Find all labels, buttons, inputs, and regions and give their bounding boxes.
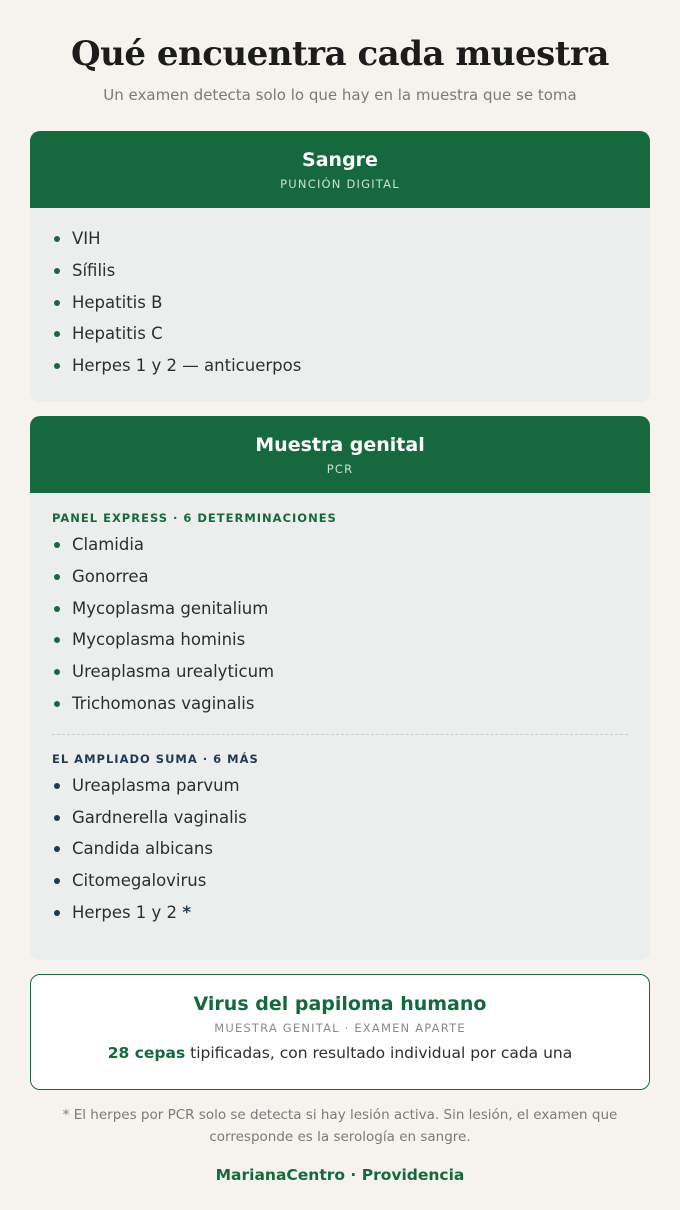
bullet-dot-icon [54,637,60,643]
bullet-dot-icon [54,669,60,675]
bullet-dot-icon [54,815,60,821]
list-item-label: Herpes 1 y 2 — anticuerpos [72,356,302,376]
bullet-dot-icon [54,783,60,789]
list-item-label: Trichomonas vaginalis [72,693,255,713]
list-item [52,593,650,625]
hpv-card [30,974,650,1090]
list-item [52,802,650,834]
list-item [52,255,650,287]
blood-card-subtitle: PUNCIÓN DIGITAL [280,177,400,191]
bullet-dot-icon [54,236,60,242]
list-item [52,529,650,561]
list-item-label: Hepatitis C [72,324,163,344]
list-item-label: Sífilis [72,260,116,280]
hpv-card-title: Virus del papiloma humano [193,993,487,1015]
page-title: Qué encuentra cada muestra [71,34,609,74]
bullet-dot-icon [54,300,60,306]
footnote-marker: * [182,902,191,922]
genital-card [30,416,650,960]
genital-card-header [30,416,650,493]
list-item [52,833,650,865]
express-panel-label: PANEL EXPRESS · 6 DETERMINACIONES [52,511,337,525]
list-item-label: Herpes 1 y 2 [72,902,178,922]
list-item-label: VIH [72,229,101,248]
bullet-dot-icon [54,878,60,884]
list-item [52,770,650,802]
list-item-label: Ureaplasma parvum [72,775,240,795]
list-item [52,624,650,656]
list-item [52,318,650,350]
list-item [52,897,650,929]
list-item [52,865,650,897]
list-item-label: Ureaplasma urealyticum [72,662,275,682]
bullet-dot-icon [54,268,60,274]
extended-test-list [30,770,650,929]
list-item [52,656,650,688]
bullet-dot-icon [54,606,60,612]
blood-card-title: Sangre [302,149,378,171]
bullet-dot-icon [54,701,60,707]
bullet-dot-icon [54,574,60,580]
blood-test-list [30,223,650,382]
list-item-label: Gonorrea [72,566,149,586]
blood-card [30,131,650,402]
blood-card-header [30,131,650,208]
list-item-label: Citomegalovirus [72,871,207,891]
list-item-label: Gardnerella vaginalis [72,807,247,827]
hpv-strain-count: 28 cepas [107,1044,186,1062]
list-item-label: Mycoplasma hominis [72,630,246,650]
genital-card-title: Muestra genital [255,434,425,456]
page-subtitle: Un examen detecta solo lo que hay en la muestra que se toma [103,86,577,104]
hpv-description-text: tipificadas, con resultado individual por cada una [185,1044,573,1062]
list-item [52,287,650,319]
list-item-label: Clamidia [72,535,145,554]
list-item-label: Candida albicans [72,839,213,859]
express-test-list [30,529,650,720]
extended-panel-label: EL AMPLIADO SUMA · 6 MÁS [52,751,259,766]
list-item [52,688,650,720]
bullet-dot-icon [54,331,60,337]
section-divider [52,734,628,735]
hpv-card-subtitle: MUESTRA GENITAL · EXAMEN APARTE [214,1021,466,1035]
list-item-label: Mycoplasma genitalium [72,598,269,618]
bullet-dot-icon [54,910,60,916]
brand-footer: MarianaCentro · Providencia [215,1166,465,1184]
list-item-label: Hepatitis B [72,292,163,312]
bullet-dot-icon [54,363,60,369]
list-item [52,561,650,593]
hpv-card-description [31,1044,649,1062]
footnote: * El herpes por PCR solo se detecta si hay lesión activa. Sin lesión, el examen que corresponde es la serología en sangre. [62,1107,618,1145]
list-item [52,223,650,255]
bullet-dot-icon [54,542,60,548]
bullet-dot-icon [54,846,60,852]
genital-card-subtitle: PCR [326,462,354,476]
list-item [52,350,650,382]
